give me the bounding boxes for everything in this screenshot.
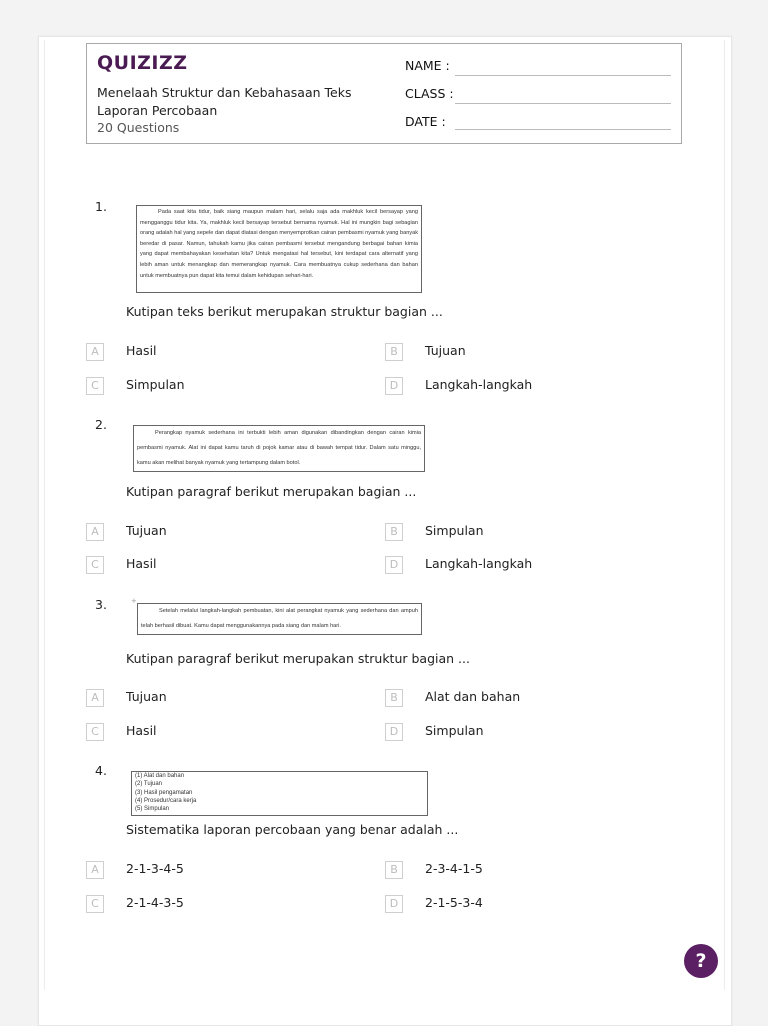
- list-item: (1) Alat dan bahan: [135, 773, 185, 779]
- option-letter-box: D: [385, 895, 403, 913]
- option-letter-box: A: [86, 523, 104, 541]
- option-text: Hasil: [126, 723, 157, 738]
- date-label: DATE :: [405, 114, 446, 129]
- option-text: Tujuan: [126, 689, 167, 704]
- question-text: Kutipan teks berikut merupakan struktur bagian ...: [126, 304, 443, 319]
- worksheet-header: [86, 43, 682, 144]
- list-item: (5) Simpulan: [135, 806, 170, 813]
- question-excerpt-image: [136, 205, 422, 293]
- question-text: Sistematika laporan percobaan yang benar adalah ...: [126, 822, 459, 837]
- option-letter-box: A: [86, 861, 104, 879]
- name-label: NAME :: [405, 58, 450, 73]
- excerpt-text: Pada saat kita tidur, baik siang maupun malam hari, selalu saja ada makhluk kecil bersayap yang mengganggu tidur kita. Ya, makhluk kecil bersayap tersebut bernama nyamuk. Hal ini mungkin bagi sebagian orang adalah hal yang sepele dan dapat diatasi dengan menyemprotkan cairan pembasmi nyamuk yang banyak beredar di pasar. Namun, tahukah kamu jika cairan pembasmi tersebut mengandung berbagai bahan kimia yang dapat membahayakan kesehatan kita? Untuk mengatasi hal tersebut, kini terdapat cara alternatif yang lebih aman untuk menangkap dan memerangkap nyamuk. Cara membuatnya cukup sederhana dan bahan untuk membuatnya pun dapat kita temui dalam kehidupan sehari-hari.: [140, 209, 419, 279]
- option-text: Hasil: [126, 343, 157, 358]
- option-text: 2-1-4-3-5: [126, 895, 184, 910]
- option-letter-box: B: [385, 861, 403, 879]
- image-resize-handle: +: [131, 597, 137, 605]
- option-letter-box: B: [385, 689, 403, 707]
- option-text: 2-1-3-4-5: [126, 861, 184, 876]
- option-text: Simpulan: [126, 377, 185, 392]
- option-text: Alat dan bahan: [425, 689, 521, 704]
- question-number: 2.: [95, 417, 107, 432]
- option-letter-box: C: [86, 895, 104, 913]
- question-text: Kutipan paragraf berikut merupakan bagian ...: [126, 484, 417, 499]
- question-number: 1.: [95, 199, 107, 214]
- option-letter-box: C: [86, 377, 104, 395]
- date-line: [455, 129, 671, 130]
- excerpt-text: Perangkap nyamuk sederhana ini terbukti lebih aman digunakan dibandingkan dengan cairan kimia pembasmi nyamuk. Alat ini dapat kamu taruh di pojok kamar atau di bawah tempat tidur. Dalam satu minggu, kamu akan melihat banyak nyamuk yang tertampung dalam botol.: [137, 430, 421, 466]
- quiz-title: Menelaah Struktur dan Kebahasaan Teks Laporan Percobaan: [97, 85, 352, 118]
- excerpt-text: Setelah melalui langkah-langkah pembuatan, kini alat perangkat nyamuk yang sederhana dan ampuh telah berhasil dibuat. Kamu dapat menggunakannya pada siang dan malam hari.: [141, 608, 418, 629]
- question-number: 3.: [95, 597, 107, 612]
- question-count: 20 Questions: [97, 120, 180, 135]
- option-text: 2-3-4-1-5: [425, 861, 483, 876]
- option-text: Langkah-langkah: [425, 377, 533, 392]
- class-line: [455, 103, 671, 104]
- option-letter-box: D: [385, 377, 403, 395]
- option-text: Simpulan: [425, 723, 484, 738]
- list-item: (2) Tujuan: [135, 781, 163, 788]
- option-letter-box: C: [86, 556, 104, 574]
- option-letter-box: D: [385, 556, 403, 574]
- option-text: Langkah-langkah: [425, 556, 533, 571]
- option-text: Tujuan: [126, 523, 167, 538]
- name-line: [455, 75, 671, 76]
- option-letter-box: A: [86, 343, 104, 361]
- option-text: Tujuan: [425, 343, 466, 358]
- list-item: (3) Hasil pengamatan: [135, 789, 193, 796]
- page-edge-right: [724, 40, 725, 990]
- option-letter-box: D: [385, 723, 403, 741]
- help-button[interactable]: ?: [684, 944, 718, 978]
- option-letter-box: B: [385, 523, 403, 541]
- option-text: 2-1-5-3-4: [425, 895, 483, 910]
- question-text: Kutipan paragraf berikut merupakan struktur bagian ...: [126, 651, 470, 666]
- page-edge-left: [44, 40, 45, 990]
- question-list-image: [131, 771, 428, 816]
- list-item: (4) Prosedur/cara kerja: [135, 797, 197, 804]
- question-number: 4.: [95, 763, 107, 778]
- option-letter-box: A: [86, 689, 104, 707]
- option-text: Hasil: [126, 556, 157, 571]
- quizizz-logo: QUIZIZZ: [97, 52, 188, 74]
- option-letter-box: C: [86, 723, 104, 741]
- question-excerpt-image: [133, 425, 425, 472]
- option-letter-box: B: [385, 343, 403, 361]
- question-excerpt-image: [137, 603, 422, 635]
- option-text: Simpulan: [425, 523, 484, 538]
- class-label: CLASS :: [405, 86, 454, 101]
